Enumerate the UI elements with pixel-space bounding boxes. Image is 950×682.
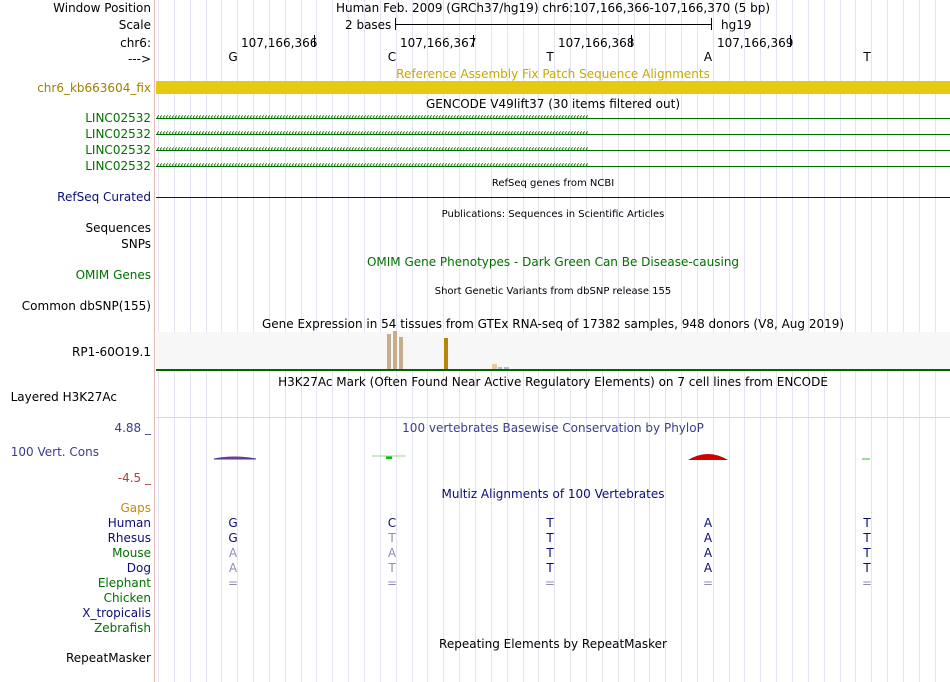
window-position-label: Window Position (53, 1, 151, 15)
gtex-track-title: Gene Expression in 54 tissues from GTEx RNA-seq of 17382 samples, 948 donors (V8, Aug 2019) (261, 317, 845, 331)
alignment-base-elephant: = (702, 576, 714, 590)
ruler-coordinate: 107,166,368 (558, 36, 635, 50)
ruler-coordinate: 107,166,367 (400, 36, 477, 50)
alignment-base-human: A (703, 516, 713, 530)
gtex-tissue-bar[interactable] (387, 334, 391, 370)
species-label-x-tropicalis[interactable]: X_tropicalis (82, 606, 151, 620)
scale-bar (395, 24, 711, 25)
h3k27ac-track-label[interactable]: Layered H3K27Ac (10, 390, 117, 404)
reference-base: G (228, 50, 238, 64)
alignment-base-elephant: = (386, 576, 398, 590)
gencode-item-label[interactable]: LINC02532 (85, 143, 151, 157)
gaps-track-label[interactable]: Gaps (120, 501, 151, 515)
alignment-base-dog: T (388, 561, 396, 575)
alignment-base-dog: A (703, 561, 713, 575)
ruler-tick (314, 35, 315, 47)
strand-label: ---> (127, 52, 151, 66)
alignment-base-elephant: = (861, 576, 873, 590)
gencode-item-label[interactable]: LINC02532 (85, 159, 151, 173)
reference-base: A (703, 50, 713, 64)
alignment-base-mouse: T (546, 546, 554, 560)
species-label-human[interactable]: Human (107, 516, 151, 530)
refseq-track-label[interactable]: RefSeq Curated (57, 190, 151, 204)
alignment-base-human: C (387, 516, 397, 530)
fix-patch-track-title: Reference Assembly Fix Patch Sequence Alignments (396, 67, 710, 81)
alignment-base-dog: T (546, 561, 554, 575)
omim-track-label[interactable]: OMIM Genes (75, 268, 151, 282)
ruler-tick (473, 35, 474, 47)
alignment-base-dog: A (228, 561, 238, 575)
gencode-strand-arrows: ‹‹‹‹‹‹‹‹‹‹‹‹‹‹‹‹‹‹‹‹‹‹‹‹‹‹‹‹‹‹‹‹‹‹‹‹‹‹‹‹‹‹‹‹‹‹‹‹‹‹‹‹‹‹‹‹‹‹‹‹‹‹‹‹‹‹‹‹‹‹‹‹‹‹‹‹‹‹‹‹‹‹‹‹‹‹‹‹‹‹‹‹‹‹‹‹‹‹‹‹‹‹‹‹‹‹‹‹‹‹‹‹‹‹‹‹‹‹‹‹‹‹‹‹‹‹‹‹‹‹‹‹‹‹‹‹‹‹‹‹‹‹‹‹ (156, 129, 588, 139)
alignment-base-mouse: A (387, 546, 397, 560)
gencode-item-label[interactable]: LINC02532 (85, 127, 151, 141)
fix-patch-track-label[interactable]: chr6_kb663604_fix (37, 81, 151, 95)
gtex-plot-area[interactable] (156, 332, 950, 370)
species-label-zebrafish[interactable]: Zebrafish (94, 621, 151, 635)
alignment-base-elephant: = (227, 576, 239, 590)
alignment-base-rhesus: T (863, 531, 871, 545)
species-label-elephant[interactable]: Elephant (97, 576, 151, 590)
reference-base: C (387, 50, 397, 64)
alignment-base-dog: T (863, 561, 871, 575)
ruler-tick (790, 35, 791, 47)
fix-patch-alignment-bar[interactable] (156, 81, 950, 94)
species-label-dog[interactable]: Dog (126, 561, 151, 575)
scale-label: Scale (118, 18, 151, 32)
reference-base: T (546, 50, 554, 64)
alignment-base-rhesus: T (388, 531, 396, 545)
snps-track-label[interactable]: SNPs (121, 237, 151, 251)
alignment-base-mouse: T (863, 546, 871, 560)
repeatmasker-track-title: Repeating Elements by RepeatMasker (439, 637, 667, 651)
cons-min-label: -4.5 _ (117, 471, 151, 485)
browser-image-panel[interactable] (156, 0, 950, 682)
scale-bar-tick (711, 18, 712, 30)
ruler-coordinate: 107,166,369 (717, 36, 794, 50)
gencode-item-label[interactable]: LINC02532 (85, 111, 151, 125)
repeatmasker-track-label[interactable]: RepeatMasker (65, 651, 151, 665)
ruler-tick (631, 35, 632, 47)
h3k27ac-track-title: H3K27Ac Mark (Often Found Near Active Regulatory Elements) on 7 cell lines from ENCODE (278, 375, 828, 389)
assembly-text: hg19 (721, 18, 752, 32)
alignment-base-elephant: = (544, 576, 556, 590)
alignment-base-mouse: A (228, 546, 238, 560)
gtex-tissue-bar[interactable] (399, 337, 403, 370)
gencode-strand-arrows: ‹‹‹‹‹‹‹‹‹‹‹‹‹‹‹‹‹‹‹‹‹‹‹‹‹‹‹‹‹‹‹‹‹‹‹‹‹‹‹‹‹‹‹‹‹‹‹‹‹‹‹‹‹‹‹‹‹‹‹‹‹‹‹‹‹‹‹‹‹‹‹‹‹‹‹‹‹‹‹‹‹‹‹‹‹‹‹‹‹‹‹‹‹‹‹‹‹‹‹‹‹‹‹‹‹‹‹‹‹‹‹‹‹‹‹‹‹‹‹‹‹‹‹‹‹‹‹‹‹‹‹‹‹‹‹‹‹‹‹‹‹‹‹‹ (156, 161, 588, 171)
gencode-track-title: GENCODE V49lift37 (30 items filtered out) (425, 97, 680, 111)
species-label-rhesus[interactable]: Rhesus (107, 531, 151, 545)
omim-track-title: OMIM Gene Phenotypes - Dark Green Can Be Disease-causing (366, 255, 740, 269)
refseq-track-title: RefSeq genes from NCBI (491, 178, 615, 189)
phylop-track-title: 100 vertebrates Basewise Conservation by PhyloP (402, 421, 704, 435)
multiz-track-title: Multiz Alignments of 100 Vertebrates (441, 487, 665, 501)
alignment-base-human: G (228, 516, 238, 530)
alignment-base-rhesus: G (228, 531, 238, 545)
alignment-base-rhesus: A (703, 531, 713, 545)
gtex-tissue-bar[interactable] (444, 338, 448, 370)
alignment-base-rhesus: T (546, 531, 554, 545)
cons-track-label[interactable]: 100 Vert. Cons (10, 445, 99, 459)
species-label-chicken[interactable]: Chicken (103, 591, 151, 605)
h3k27ac-baseline (156, 417, 950, 418)
gtex-tissue-bar[interactable] (393, 331, 397, 370)
chrom-label: chr6: (120, 36, 151, 50)
dbsnp-track-title: Short Genetic Variants from dbSNP release 155 (434, 286, 672, 297)
refseq-gene-line[interactable] (156, 197, 950, 198)
scale-bar-tick (395, 18, 396, 30)
scale-text: 2 bases (345, 18, 392, 32)
cons-max-label: 4.88 _ (114, 421, 151, 435)
alignment-base-mouse: A (703, 546, 713, 560)
gencode-strand-arrows: ‹‹‹‹‹‹‹‹‹‹‹‹‹‹‹‹‹‹‹‹‹‹‹‹‹‹‹‹‹‹‹‹‹‹‹‹‹‹‹‹‹‹‹‹‹‹‹‹‹‹‹‹‹‹‹‹‹‹‹‹‹‹‹‹‹‹‹‹‹‹‹‹‹‹‹‹‹‹‹‹‹‹‹‹‹‹‹‹‹‹‹‹‹‹‹‹‹‹‹‹‹‹‹‹‹‹‹‹‹‹‹‹‹‹‹‹‹‹‹‹‹‹‹‹‹‹‹‹‹‹‹‹‹‹‹‹‹‹‹‹‹‹‹‹ (156, 113, 588, 123)
track-labels-panel (0, 0, 155, 682)
gtex-gene-label[interactable]: RP1-60O19.1 (72, 345, 151, 359)
phylop-wiggle-plot[interactable] (156, 440, 950, 470)
sequences-track-label[interactable]: Sequences (85, 221, 151, 235)
publications-track-title: Publications: Sequences in Scientific Articles (441, 209, 665, 220)
gtex-baseline (156, 369, 950, 371)
dbsnp-track-label[interactable]: Common dbSNP(155) (21, 299, 151, 313)
reference-base: T (863, 50, 871, 64)
species-label-mouse[interactable]: Mouse (112, 546, 151, 560)
alignment-base-human: T (863, 516, 871, 530)
window-position-text: Human Feb. 2009 (GRCh37/hg19) chr6:107,166,366-107,166,370 (5 bp) (335, 1, 770, 15)
gencode-strand-arrows: ‹‹‹‹‹‹‹‹‹‹‹‹‹‹‹‹‹‹‹‹‹‹‹‹‹‹‹‹‹‹‹‹‹‹‹‹‹‹‹‹‹‹‹‹‹‹‹‹‹‹‹‹‹‹‹‹‹‹‹‹‹‹‹‹‹‹‹‹‹‹‹‹‹‹‹‹‹‹‹‹‹‹‹‹‹‹‹‹‹‹‹‹‹‹‹‹‹‹‹‹‹‹‹‹‹‹‹‹‹‹‹‹‹‹‹‹‹‹‹‹‹‹‹‹‹‹‹‹‹‹‹‹‹‹‹‹‹‹‹‹‹‹‹‹ (156, 145, 588, 155)
alignment-base-human: T (546, 516, 554, 530)
ruler-coordinate: 107,166,366 (241, 36, 318, 50)
